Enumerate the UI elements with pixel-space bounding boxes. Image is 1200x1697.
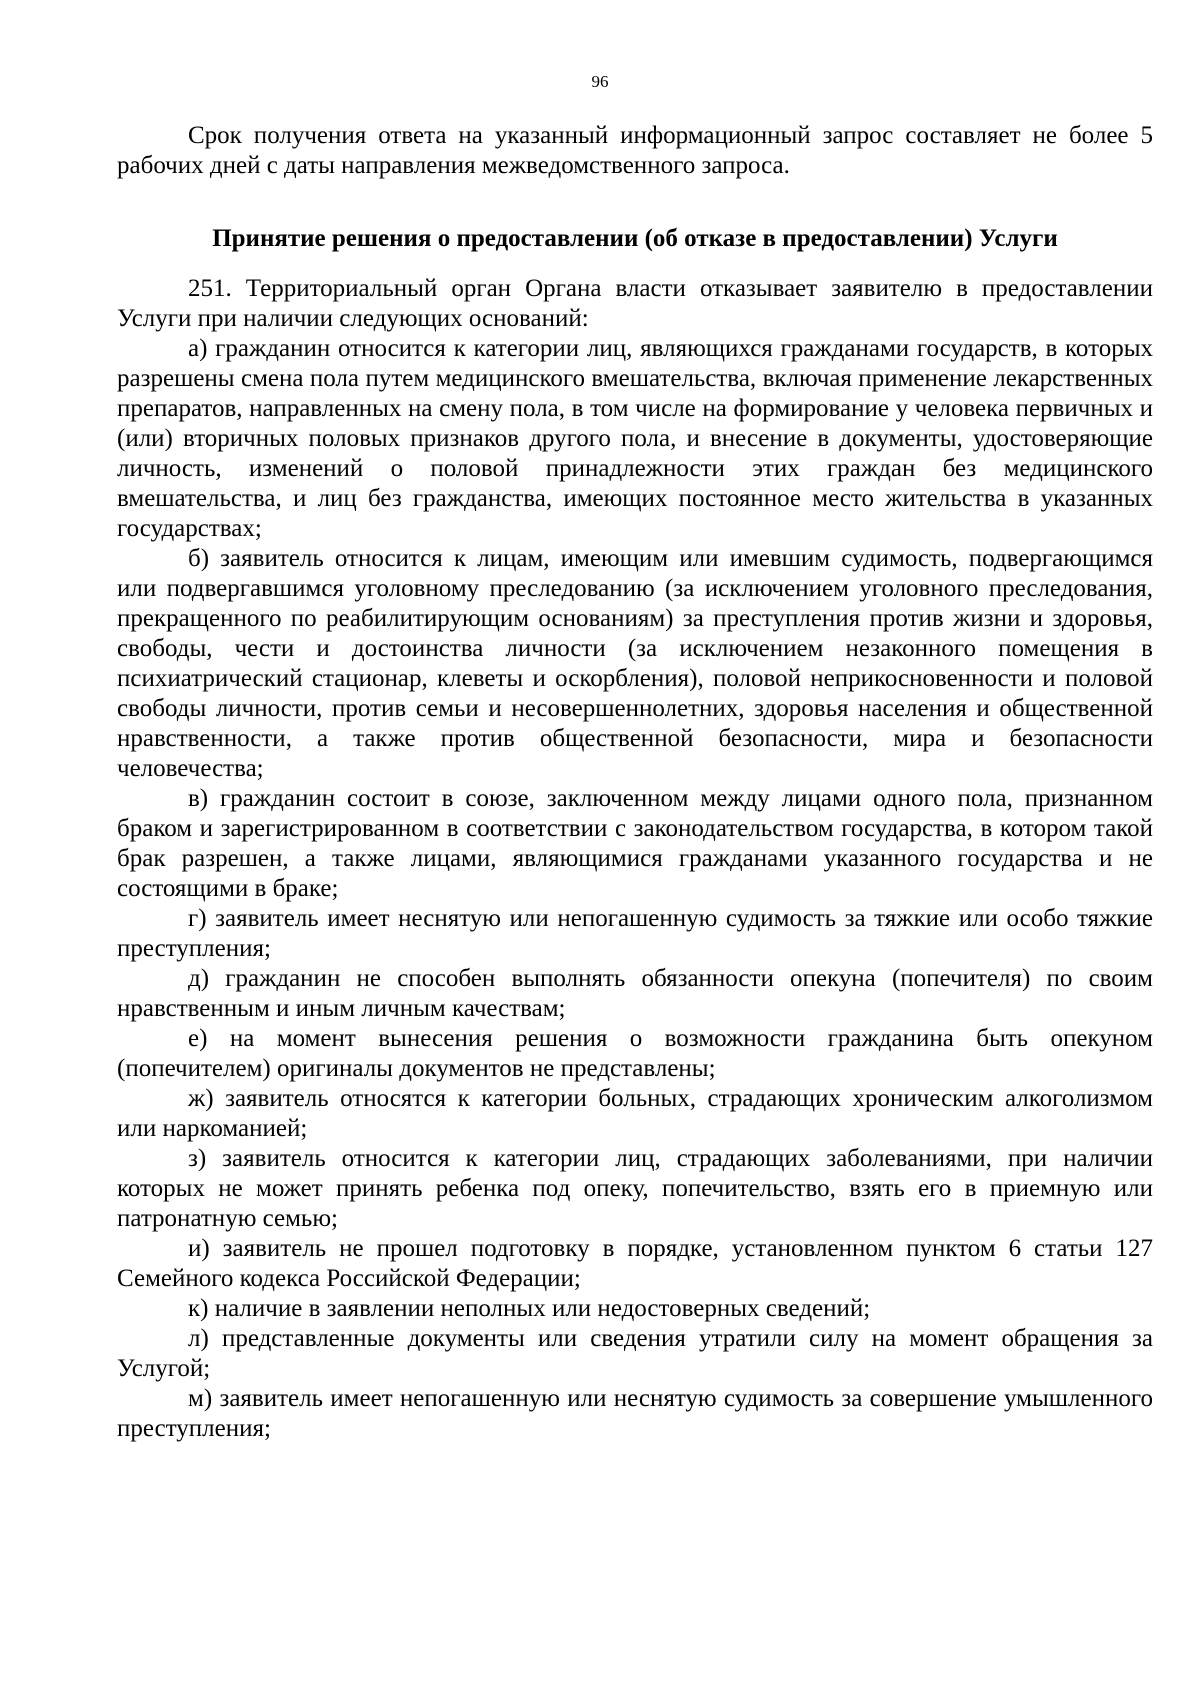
intro-paragraph: Срок получения ответа на указанный информационный запрос составляет не более 5 рабочих дней с даты направления межведомственного запроса. xyxy=(117,122,1153,179)
list-item-m: м) заявитель имеет непогашенную или неснятую судимость за совершение умышленного преступления; xyxy=(117,1385,1153,1442)
document-body xyxy=(117,121,1153,1444)
list-item-i: и) заявитель не прошел подготовку в порядке, установленном пунктом 6 статьи 127 Семейного кодекса Российской Федерации; xyxy=(117,1235,1153,1292)
main-paragraph: 251. Территориальный орган Органа власти отказывает заявителю в предоставлении Услуги при наличии следующих оснований: xyxy=(117,275,1153,332)
list-item-g: г) заявитель имеет неснятую или непогашенную судимость за тяжкие или особо тяжкие преступления; xyxy=(117,905,1153,962)
list-item-b: б) заявитель относится к лицам, имеющим или имевшим судимость, подвергающимся или подвергавшимся уголовному преследованию (за исключением уголовного преследования, прекращенного по реабилитирующим основаниям) за преступления против жизни и здоровья, свободы, чести и достоинства личности (за исключением незаконного помещения в психиатрический стационар, клеветы и оскорбления), половой неприкосновенности и половой свободы личности, против семьи и несовершеннолетних, здоровья населения и общественной нравственности, а также против общественной безопасности, мира и безопасности человечества; xyxy=(117,545,1153,782)
list-item-zh: ж) заявитель относятся к категории больных, страдающих хроническим алкоголизмом или наркоманией; xyxy=(117,1085,1153,1142)
page-number: 96 xyxy=(591,72,609,91)
list-item-k: к) наличие в заявлении неполных или недостоверных сведений; xyxy=(188,1295,871,1322)
list-item-e: е) на момент вынесения решения о возможности гражданина быть опекуном (попечителем) оригиналы документов не представлены; xyxy=(117,1025,1153,1082)
list-item-a: а) гражданин относится к категории лиц, являющихся гражданами государств, в которых разрешены смена пола путем медицинского вмешательства, включая применение лекарственных препаратов, направленных на смену пола, в том числе на формирование у человека первичных и (или) вторичных половых признаков другого пола, и внесение в документы, удостоверяющие личность, изменений о половой принадлежности этих граждан без медицинского вмешательства, и лиц без гражданства, имеющих постоянное место жительства в указанных государствах; xyxy=(117,335,1153,542)
list-item-v: в) гражданин состоит в союзе, заключенном между лицами одного пола, признанном браком и зарегистрированном в соответствии с законодательством государства, в котором такой брак разрешен, а также лицами, являющимися гражданами указанного государства и не состоящими в браке; xyxy=(117,785,1153,902)
list-item-l: л) представленные документы или сведения утратили силу на момент обращения за Услугой; xyxy=(117,1325,1153,1382)
list-item-z: з) заявитель относится к категории лиц, страдающих заболеваниями, при наличии которых не может принять ребенка под опеку, попечительство, взять его в приемную или патронатную семью; xyxy=(117,1145,1153,1232)
section-heading: Принятие решения о предоставлении (об отказе в предоставлении) Услуги xyxy=(212,225,1058,252)
list-item-d: д) гражданин не способен выполнять обязанности опекуна (попечителя) по своим нравственным и иным личным качествам; xyxy=(117,965,1153,1022)
